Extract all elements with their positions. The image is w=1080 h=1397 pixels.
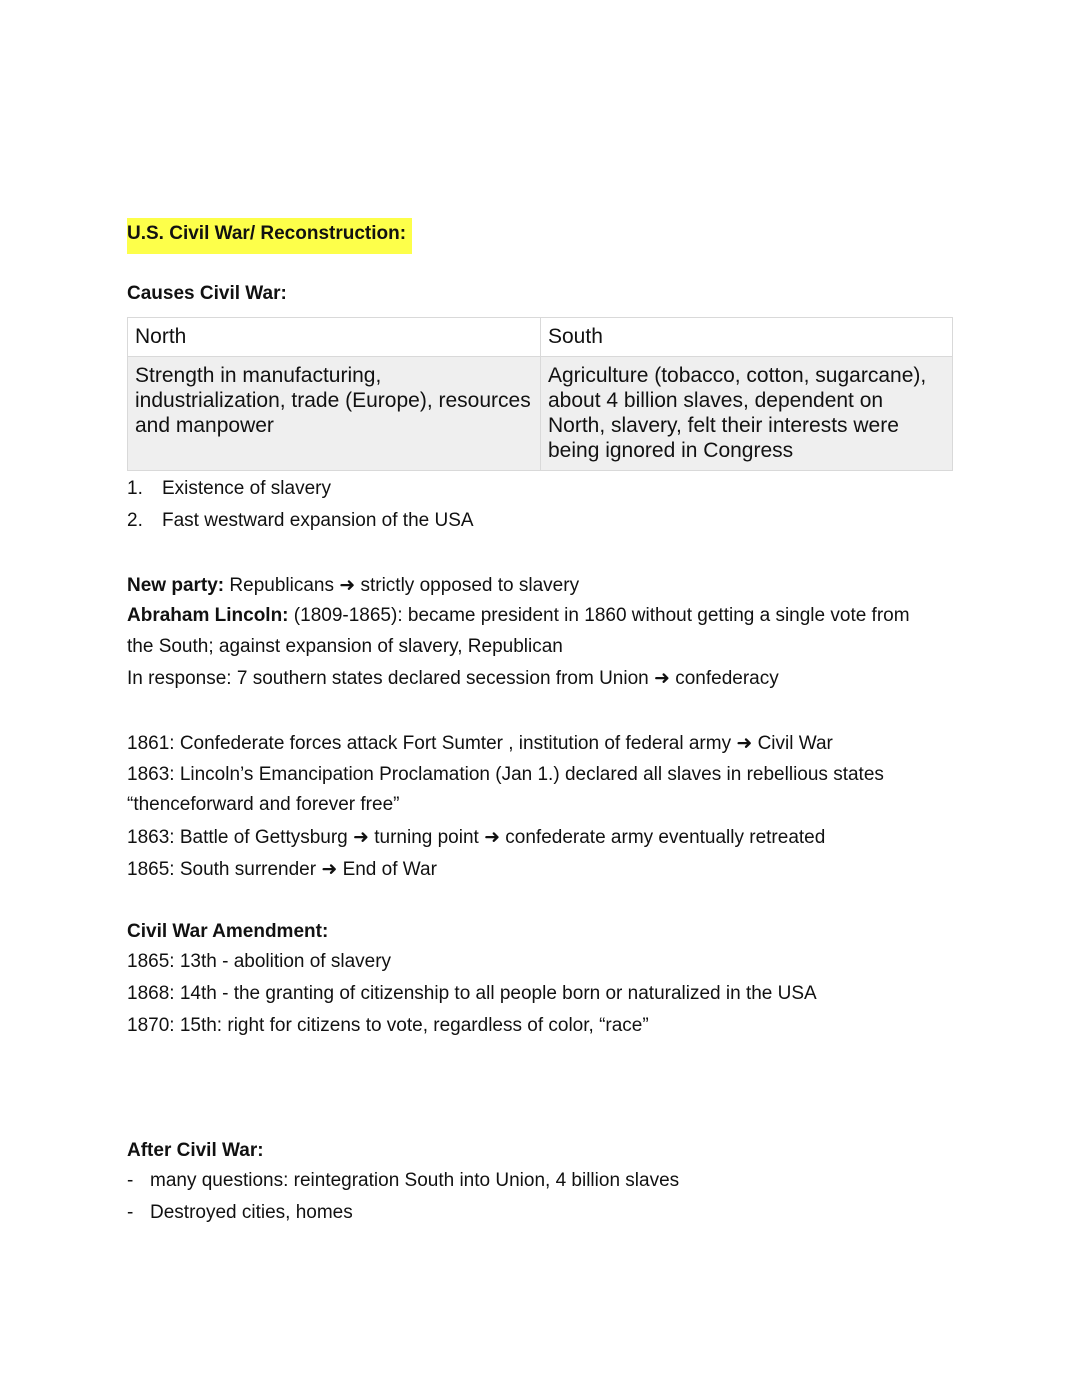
list-text: Existence of slavery — [162, 478, 331, 499]
arrow-icon: ➜ — [736, 733, 753, 754]
causes-list — [127, 478, 474, 542]
header-north: North — [128, 318, 541, 357]
after-war-heading: After Civil War: — [127, 1140, 264, 1161]
timeline-text: 1863: Battle of Gettysburg — [127, 827, 348, 848]
timeline-1865 — [127, 858, 884, 890]
arrow-icon: ➜ — [484, 827, 501, 848]
list-item — [127, 478, 474, 510]
politics-block — [127, 574, 910, 698]
timeline-text: 1865: South surrender — [127, 859, 317, 880]
new-party-text-b: strictly opposed to slavery — [360, 575, 580, 596]
response-line — [127, 667, 910, 698]
list-text: Destroyed cities, homes — [150, 1202, 353, 1223]
lincoln-label: Abraham Lincoln: — [127, 605, 289, 626]
list-item — [127, 510, 474, 542]
timeline-block — [127, 732, 884, 890]
north-south-table — [127, 317, 953, 471]
arrow-icon: ➜ — [321, 859, 338, 880]
amendment-13: 1865: 13th - abolition of slavery — [127, 951, 392, 972]
timeline-text: 1861: Confederate forces attack Fort Sumter , institution of federal army — [127, 733, 732, 754]
list-number: 2. — [127, 510, 143, 531]
timeline-text-c: confederate army eventually retreated — [505, 827, 826, 848]
amendments-block — [127, 951, 817, 1047]
arrow-icon: ➜ — [353, 827, 369, 848]
amendments-heading: Civil War Amendment: — [127, 921, 329, 942]
table-row — [128, 357, 953, 471]
timeline-text-b: Civil War — [757, 733, 833, 754]
list-item — [127, 1170, 679, 1202]
amendment-14: 1868: 14th - the granting of citizenship to all people born or naturalized in the USA — [127, 983, 817, 1004]
timeline-text-b: turning point — [374, 827, 479, 848]
list-number: 1. — [127, 478, 143, 499]
new-party-text: Republicans — [229, 575, 334, 596]
arrow-icon: ➜ — [654, 668, 670, 689]
new-party-label: New party: — [127, 575, 225, 596]
timeline-text-b: End of War — [342, 859, 437, 880]
dash-bullet: - — [127, 1170, 134, 1191]
lincoln-line-2: the South; against expansion of slavery, Republican — [127, 636, 563, 657]
cell-south: Agriculture (tobacco, cotton, sugarcane), about 4 billion slaves, dependent on North, slavery, felt their interests were being ignored in Congress — [541, 357, 953, 471]
page-title: U.S. Civil War/ Reconstruction: — [127, 218, 412, 254]
response-text-b: confederacy — [675, 668, 779, 689]
after-war-list — [127, 1170, 679, 1234]
lincoln-text: (1809-1865): became president in 1860 without getting a single vote from — [293, 605, 910, 626]
arrow-icon: ➜ — [339, 575, 356, 596]
list-text: Fast westward expansion of the USA — [162, 510, 474, 531]
table-header-row — [128, 318, 953, 357]
list-item — [127, 1202, 679, 1234]
lincoln-line — [127, 605, 910, 636]
amendment-15: 1870: 15th: right for citizens to vote, regardless of color, “race” — [127, 1015, 649, 1036]
dash-bullet: - — [127, 1202, 134, 1223]
cell-north: Strength in manufacturing, industrialization, trade (Europe), resources and manpower — [128, 357, 541, 471]
timeline-1863-gettysburg — [127, 826, 884, 858]
response-text: In response: 7 southern states declared secession from Union — [127, 668, 649, 689]
new-party-line — [127, 574, 910, 605]
timeline-1863-emancipation: 1863: Lincoln’s Emancipation Proclamation (Jan 1.) declared all slaves in rebellious states — [127, 764, 884, 785]
timeline-1861 — [127, 732, 884, 764]
list-text: many questions: reintegration South into Union, 4 billion slaves — [150, 1170, 680, 1191]
causes-heading: Causes Civil War: — [127, 283, 287, 304]
timeline-1863-emancipation-quote: “thenceforward and forever free” — [127, 794, 400, 815]
header-south: South — [541, 318, 953, 357]
